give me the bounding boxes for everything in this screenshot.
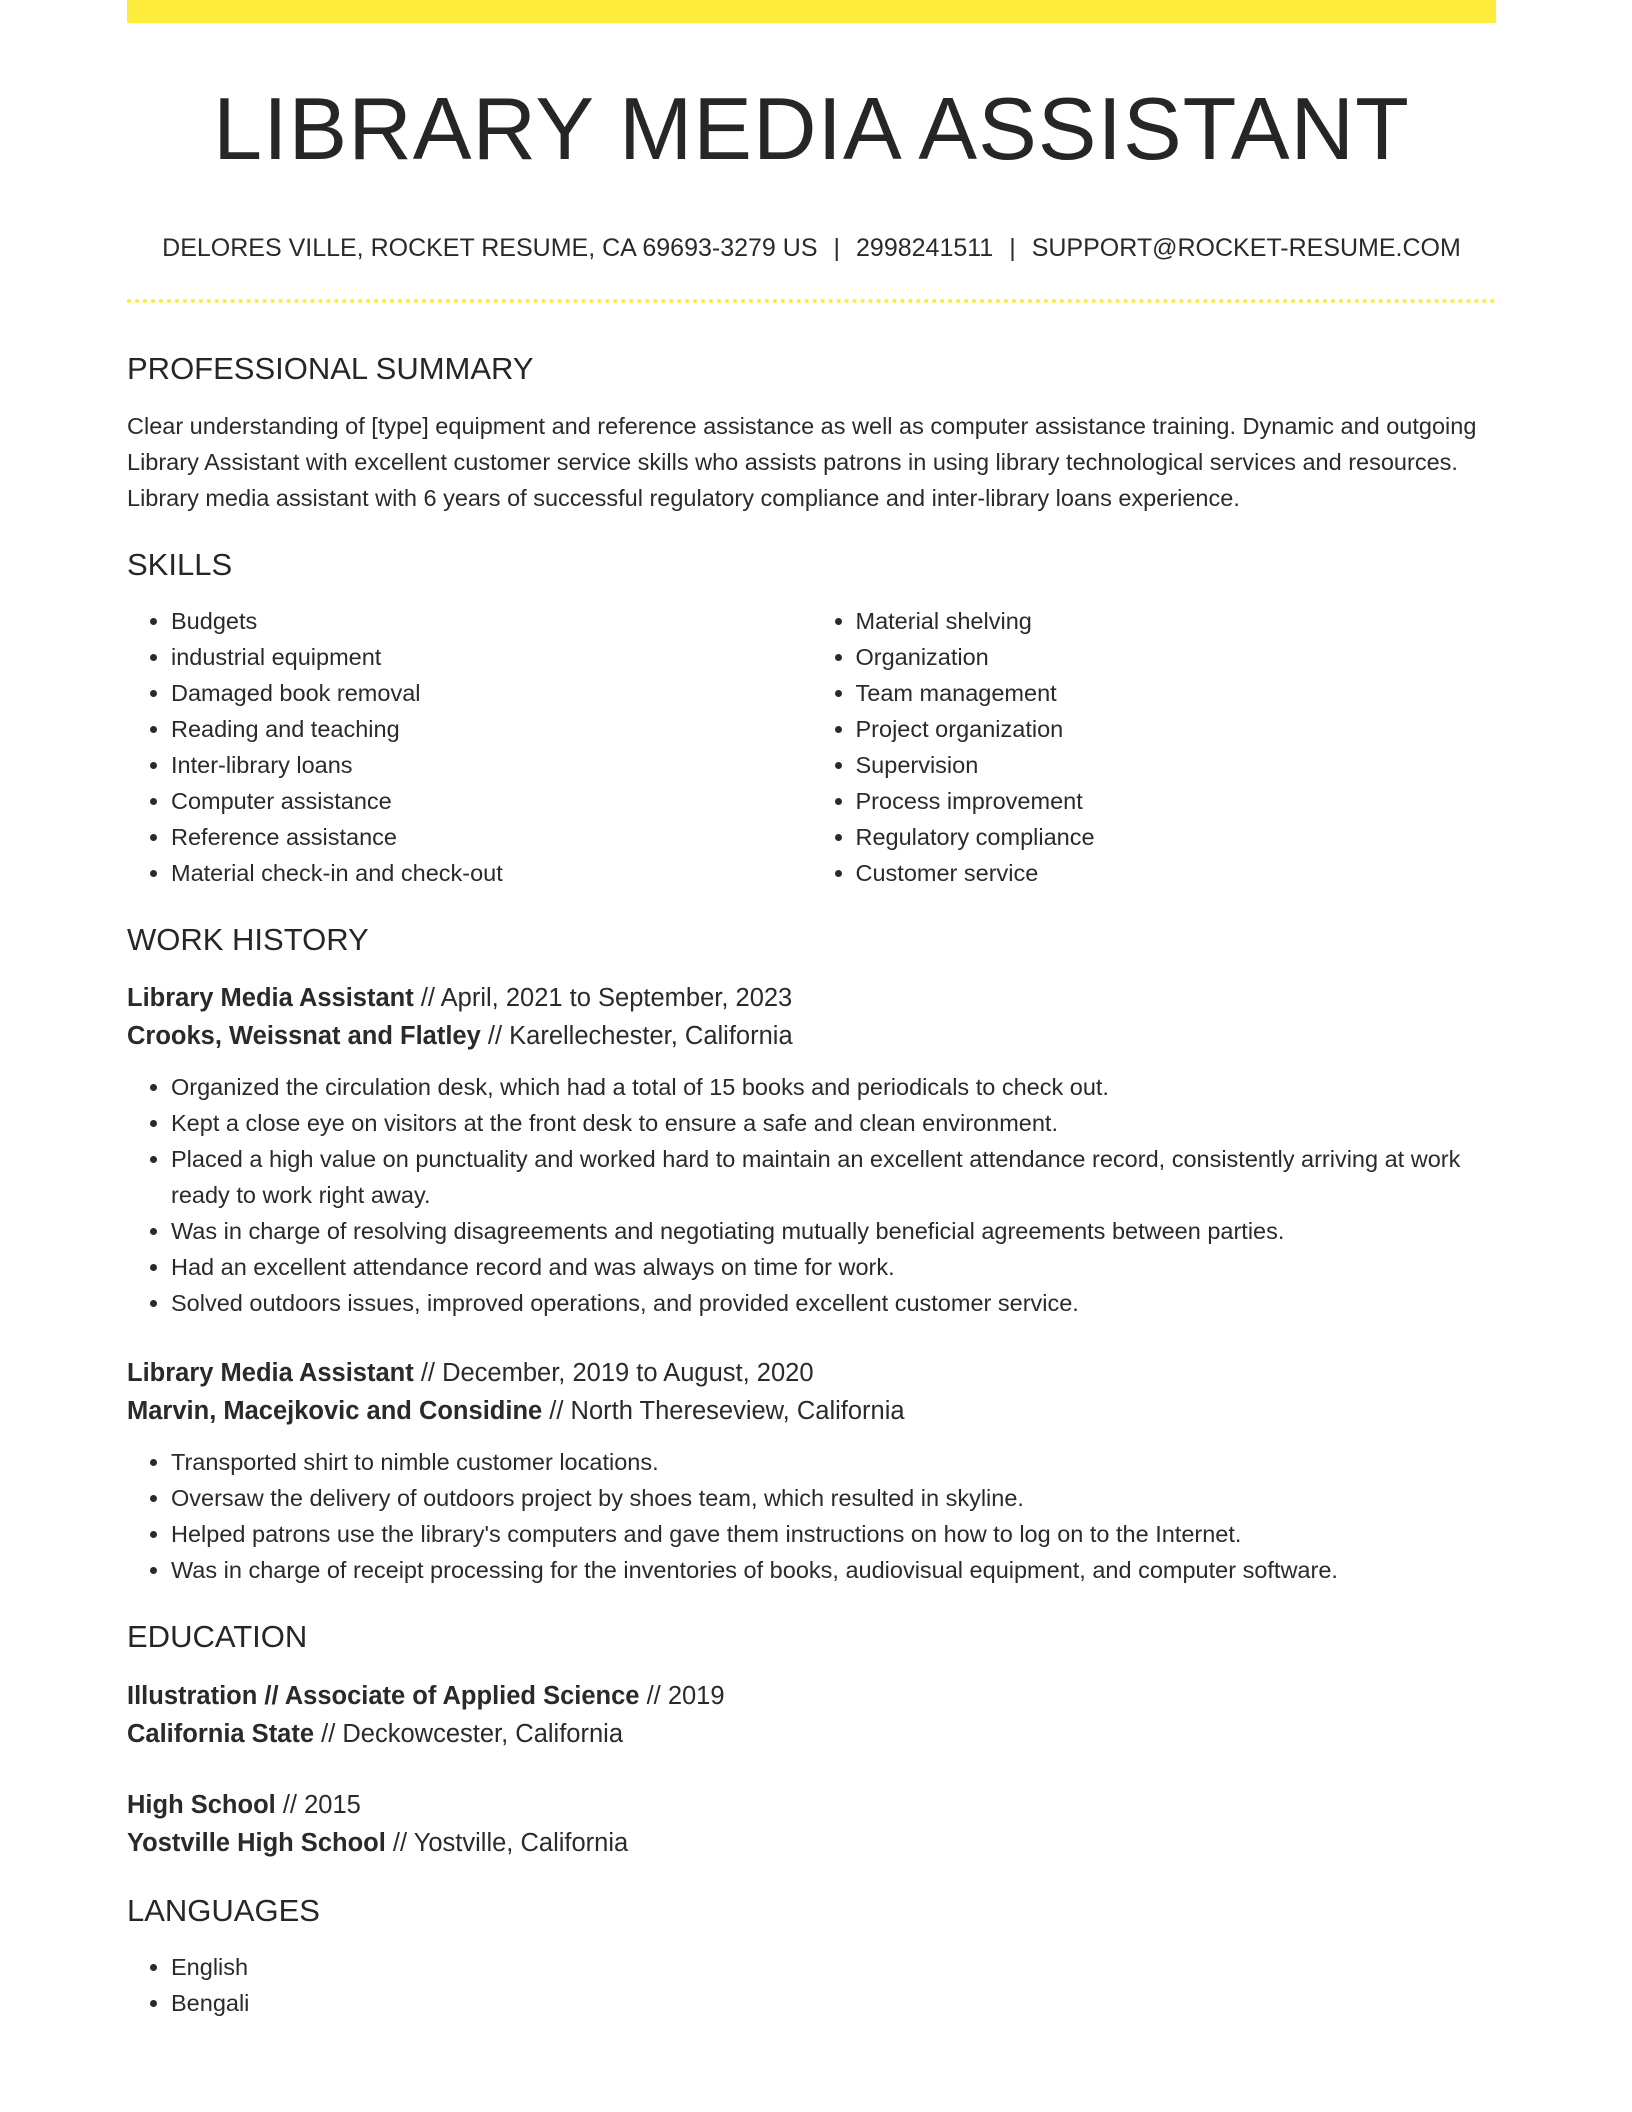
- job-dates: // December, 2019 to August, 2020: [413, 1359, 814, 1388]
- skill-item: • Inter-library loans: [171, 747, 812, 783]
- job-bullet: • Oversaw the delivery of outdoors project by shoes team, which resulted in skyline.: [171, 1480, 1496, 1516]
- education-entry: [127, 1677, 1496, 1753]
- education-school: California State: [127, 1719, 315, 1748]
- skills-list-right: [812, 603, 1497, 891]
- education-degree-line: [127, 1677, 1496, 1715]
- language-item: • English: [171, 1949, 1496, 1985]
- skills-heading: SKILLS: [127, 546, 233, 582]
- job-bullet: • Organized the circulation desk, which had a total of 15 books and periodicals to check out.: [171, 1069, 1496, 1105]
- job-bullet: • Was in charge of receipt processing for the inventories of books, audiovisual equipment, and computer software.: [171, 1552, 1496, 1588]
- resume-page: [127, 0, 1496, 2021]
- job-dates: // April, 2021 to September, 2023: [413, 984, 793, 1013]
- job-company: Crooks, Weissnat and Flatley: [127, 1022, 481, 1051]
- summary-heading: PROFESSIONAL SUMMARY: [127, 350, 534, 386]
- education-heading: EDUCATION: [127, 1619, 308, 1655]
- skills-columns: [127, 603, 1496, 891]
- contact-separator: |: [833, 233, 841, 262]
- skill-item: • Regulatory compliance: [856, 819, 1497, 855]
- job-bullet: • Transported shirt to nimble customer locations.: [171, 1444, 1496, 1480]
- education-year: // 2019: [639, 1681, 725, 1710]
- job-bullet: • Helped patrons use the library's computers and gave them instructions on how to log on to the Internet.: [171, 1516, 1496, 1552]
- job-company-line: [127, 1392, 1496, 1430]
- skill-item: • Customer service: [856, 855, 1497, 891]
- education-school-line: [127, 1824, 1496, 1862]
- education-degree-line: [127, 1786, 1496, 1824]
- skill-item: • Organization: [856, 639, 1497, 675]
- work-history-heading: WORK HISTORY: [127, 922, 369, 958]
- job-bullet: • Was in charge of resolving disagreements and negotiating mutually beneficial agreements between parties.: [171, 1213, 1496, 1249]
- job-entry: [127, 979, 1496, 1321]
- skill-item: • Material shelving: [856, 603, 1497, 639]
- education-degree: High School: [127, 1790, 276, 1819]
- summary-text: Clear understanding of [type] equipment and reference assistance as well as computer assistance training. Dynamic and outgoing Library Assistant with excellent customer service skills who assists patrons in using library technological services and resources. Library media assistant with 6 years of successful regulatory compliance and inter-library loans experience.: [127, 412, 1477, 511]
- education-location: // Deckowcester, California: [314, 1719, 623, 1748]
- skill-item: • Reading and teaching: [171, 711, 812, 747]
- accent-top-bar: [127, 0, 1496, 23]
- job-bullet: • Had an excellent attendance record and was always on time for work.: [171, 1249, 1496, 1285]
- job-company: Marvin, Macejkovic and Considine: [127, 1397, 543, 1426]
- job-location: // Karellechester, California: [480, 1022, 793, 1051]
- education-location: // Yostville, California: [385, 1828, 629, 1857]
- job-title-line: [127, 1354, 1496, 1392]
- job-entry: [127, 1354, 1496, 1588]
- education-year: // 2015: [275, 1790, 361, 1819]
- education-school: Yostville High School: [127, 1828, 386, 1857]
- dotted-divider: [127, 299, 1496, 303]
- contact-line: [127, 233, 1496, 263]
- job-bullet: • Placed a high value on punctuality and worked hard to maintain an excellent attendance record, consistently arriving at work ready to work right away.: [171, 1141, 1496, 1213]
- job-bullet: • Solved outdoors issues, improved operations, and provided excellent customer service.: [171, 1285, 1496, 1321]
- skill-item: • Reference assistance: [171, 819, 812, 855]
- skill-item: • Team management: [856, 675, 1497, 711]
- skill-item: • industrial equipment: [171, 639, 812, 675]
- job-bullets: [127, 1444, 1496, 1588]
- skill-item: • Material check-in and check-out: [171, 855, 812, 891]
- education-entry: [127, 1786, 1496, 1862]
- job-bullets: [127, 1069, 1496, 1321]
- languages-heading: LANGUAGES: [127, 1892, 320, 1928]
- contact-separator: |: [1009, 233, 1016, 262]
- job-company-line: [127, 1017, 1496, 1055]
- job-bullet: • Kept a close eye on visitors at the front desk to ensure a safe and clean environment.: [171, 1105, 1496, 1141]
- skill-item: • Project organization: [856, 711, 1497, 747]
- language-item: • Bengali: [171, 1985, 1496, 2021]
- education-school-line: [127, 1715, 1496, 1753]
- contact-email: SUPPORT@ROCKET-RESUME.COM: [1031, 233, 1461, 262]
- job-title: Library Media Assistant: [127, 1359, 414, 1388]
- skill-item: • Supervision: [856, 747, 1497, 783]
- skills-list-left: [127, 603, 812, 891]
- job-title-line: [127, 979, 1496, 1017]
- contact-address: DELORES VILLE, ROCKET RESUME, CA 69693-3279 US: [162, 233, 818, 262]
- languages-list: [127, 1949, 1496, 2021]
- contact-phone: 2998241511: [856, 233, 994, 262]
- skill-item: • Process improvement: [856, 783, 1497, 819]
- education-degree: Illustration // Associate of Applied Science: [127, 1681, 640, 1710]
- skill-item: • Computer assistance: [171, 783, 812, 819]
- skill-item: • Damaged book removal: [171, 675, 812, 711]
- resume-title: LIBRARY MEDIA ASSISTANT: [213, 79, 1410, 178]
- skill-item: • Budgets: [171, 603, 812, 639]
- job-title: Library Media Assistant: [127, 984, 414, 1013]
- job-location: // North Thereseview, California: [542, 1397, 905, 1426]
